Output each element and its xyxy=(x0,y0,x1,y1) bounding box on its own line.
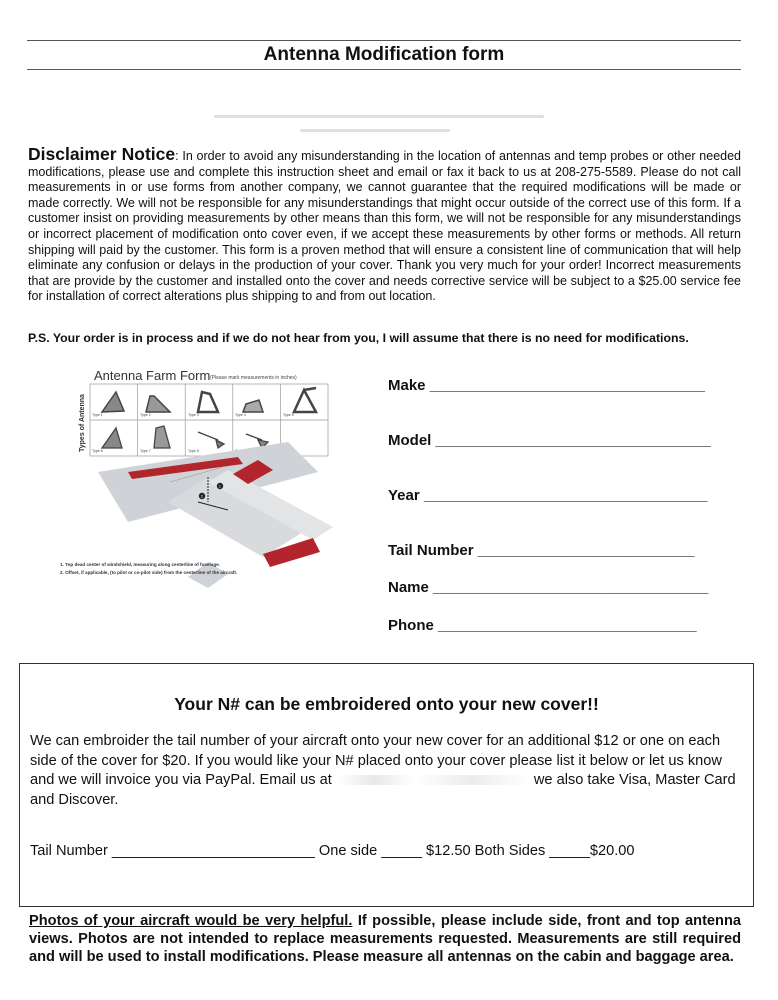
make-label: Make xyxy=(388,377,426,394)
embroidery-text: We can embroider the tail number of your aircraft onto your new cover for an additional $12 or one on each side of the cover for $20. If you would like your N# placed onto your cover please list it below or let us know and we will invoice you via PayPal. Email us at xyxy=(30,733,722,789)
year-label: Year xyxy=(388,487,420,504)
year-line[interactable]: __________________________________ xyxy=(423,487,708,504)
type-label: Type 6 xyxy=(92,449,103,453)
faded-scan-mark xyxy=(300,129,450,132)
redacted-email xyxy=(336,775,530,785)
antenna-farm-figure xyxy=(58,362,338,594)
farm-note-2: 2. Offset, if applicable, (to pilot or co-pilot side) from the centerline of the aircraft. xyxy=(60,570,238,575)
embroidery-body xyxy=(30,732,746,810)
type-label: Type 3 xyxy=(188,413,199,417)
phone-line[interactable]: _______________________________ xyxy=(438,617,697,634)
name-line[interactable]: _________________________________ xyxy=(433,579,709,596)
tail-number-field[interactable] xyxy=(388,542,695,559)
year-field[interactable] xyxy=(388,487,708,504)
photos-note xyxy=(29,912,741,967)
farm-subtitle: (Please mark measurements in inches) xyxy=(210,375,297,381)
faded-scan-mark xyxy=(214,115,544,118)
antenna-type-7-icon xyxy=(154,426,170,448)
embroidery-order-row[interactable]: Tail Number _________________________ One side _____ $12.50 Both Sides _____$20.00 xyxy=(30,843,635,859)
embroidery-box xyxy=(19,663,754,907)
type-label: Type 5 xyxy=(283,413,294,417)
farm-title: Antenna Farm Form xyxy=(94,368,211,383)
measurement-marker-1: 1 xyxy=(218,483,221,489)
antenna-type-8-icon xyxy=(198,432,224,448)
antenna-type-2-icon xyxy=(146,396,170,412)
tail-number-label: Tail Number xyxy=(388,542,474,559)
antenna-type-1-icon xyxy=(102,392,124,412)
antenna-type-6-icon xyxy=(102,428,122,448)
model-field[interactable] xyxy=(388,432,711,449)
farm-note-1: 1. Top dead center of windshield, measuring along centerline of fuselage. xyxy=(60,562,220,567)
name-field[interactable] xyxy=(388,579,708,596)
page-title: Antenna Modification form xyxy=(263,44,505,65)
disclaimer-heading: Disclaimer Notice xyxy=(28,144,176,164)
phone-field[interactable] xyxy=(388,617,697,634)
tail-number-line[interactable]: __________________________ xyxy=(477,542,695,559)
make-field[interactable] xyxy=(388,377,705,394)
make-line[interactable]: _________________________________ xyxy=(429,377,705,394)
measurement-marker-2: 2 xyxy=(200,493,203,499)
type-label: Type 4 xyxy=(235,413,246,417)
antenna-type-4-icon xyxy=(243,400,263,412)
antenna-type-3-icon xyxy=(198,392,218,412)
type-label: Type 1 xyxy=(92,413,103,417)
name-label: Name xyxy=(388,579,429,596)
ps-note: P.S. Your order is in process and if we do not hear from you, I will assume that there is no need for modifications. xyxy=(28,331,689,345)
disclaimer-notice xyxy=(28,144,742,305)
type-label: Type 8 xyxy=(188,449,199,453)
embroidery-title: Your N# can be embroidered onto your new cover!! xyxy=(174,694,599,714)
photos-rest: If possible, please include side, front and top antenna views. Photos are not intended to replace measurements requested. Measurements are still required and will be used to install modifications. Please measure all antennas on the cabin and baggage area. xyxy=(29,913,741,966)
phone-label: Phone xyxy=(388,617,434,634)
title-rule xyxy=(27,69,741,70)
photos-lead: Photos of your aircraft would be very helpful. xyxy=(29,913,353,929)
model-line[interactable]: _________________________________ xyxy=(435,432,711,449)
type-label: Type 2 xyxy=(140,413,151,417)
farm-side-label: Types of Antenna xyxy=(79,394,86,452)
type-label: Type 7 xyxy=(140,449,151,453)
top-rule xyxy=(27,40,741,41)
model-label: Model xyxy=(388,432,432,449)
disclaimer-body: : In order to avoid any misunderstanding in the location of antennas and temp probes or other needed modifications, please use and complete this instruction sheet and email or fax it back to us at 208-275-5589. Please do not call measurements in or use forms from another company, we cannot guarantee that the required modifications will be made or made correctly. We will not be responsible for any misunderstandings that might occur outside of the correct use of this form. If a customer insist on providing measurements by other means than this form, we will not be responsible for any misunderstandings or incorrect placement of modification onto cover even, if we accept these measurements by other forms or methods. All return shipping will paid by the customer. This form is a proven method that will ensure a consistent line of communication that will help eliminate any confusion or delays in the production of your cover. Thank you very much for your order! Incorrect measurements that are provide by the customer and installed onto the cover and needs corrective service will be subject to a $25.00 service fee for installation of correct alterations plus shipping to and from out location. xyxy=(28,149,742,304)
embroidery-text-end: we also take Visa, Master Card and Discover. xyxy=(30,772,736,808)
antenna-type-5-icon xyxy=(294,388,316,412)
